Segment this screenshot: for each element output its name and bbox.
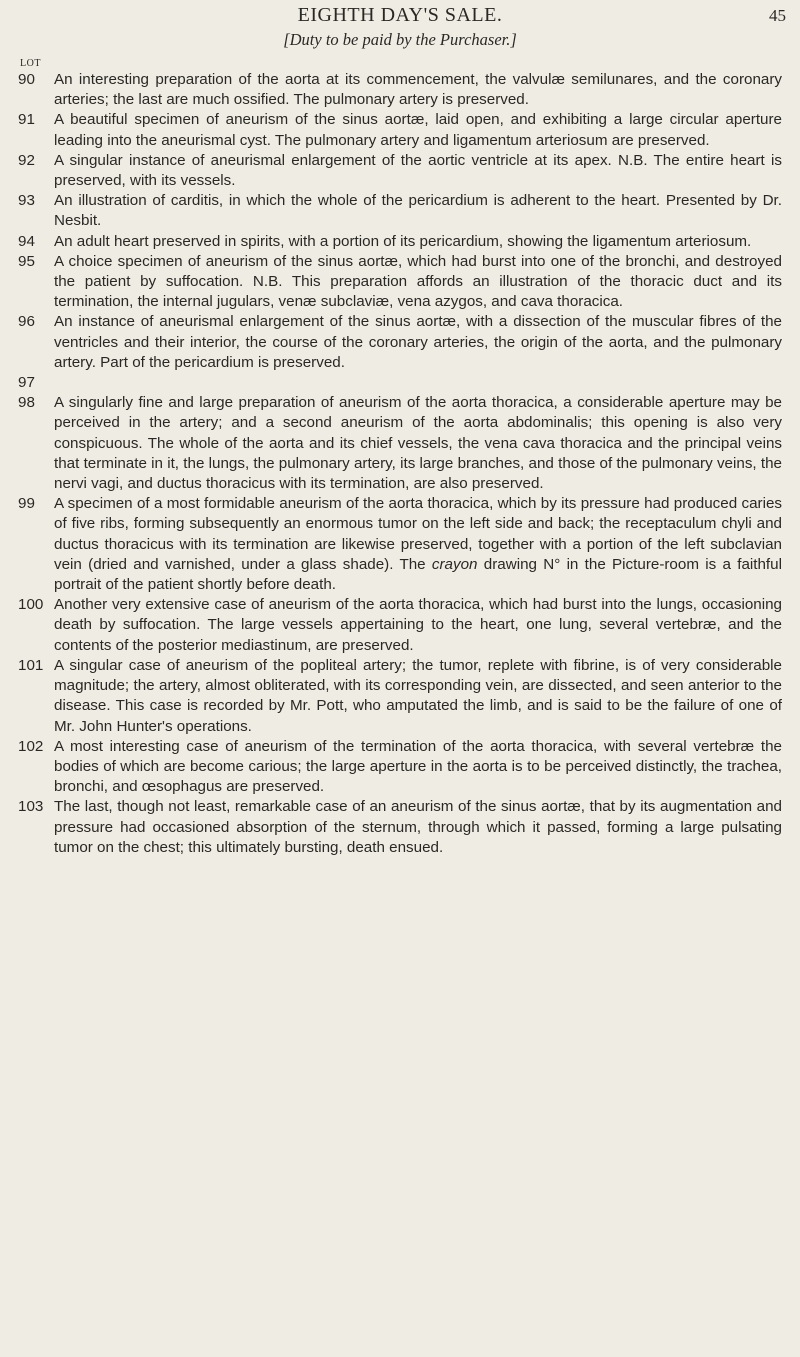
lot-description: A beautiful specimen of aneurism of the sinus aortæ, laid open, and exhibiting a large circular aperture leading into the aneurismal cyst. The pulmonary artery and ligamentum arteriosum are preserved. bbox=[54, 111, 782, 149]
lot-number: 91 bbox=[18, 111, 35, 129]
lot-description bbox=[54, 373, 782, 393]
lot-entry-98 bbox=[18, 393, 782, 494]
lot-number: 103 bbox=[18, 798, 44, 816]
lot-entry-102 bbox=[18, 737, 782, 798]
lot-entry-96 bbox=[18, 312, 782, 373]
lot-entry-99 bbox=[18, 494, 782, 595]
lot-entry-100 bbox=[18, 595, 782, 656]
lot-entry-101 bbox=[18, 656, 782, 737]
lot-entry-92 bbox=[18, 151, 782, 191]
page-title: EIGHTH DAY'S SALE. bbox=[297, 4, 503, 26]
lot-entry-97 bbox=[18, 373, 782, 393]
lot-description: An adult heart preserved in spirits, with a portion of its pericardium, showing the ligamentum arteriosum. bbox=[54, 232, 752, 250]
lot-description: A singular case of aneurism of the popliteal artery; the tumor, replete with fibrine, is of very considerable magnitude; the artery, almost obliterated, with its corresponding vein, are dissected, and seen anterior to the disease. This case is recorded by Mr. Pott, who amputated the limb, and is said to be the failure of one of Mr. John Hunter's operations. bbox=[54, 656, 782, 735]
lot-number: 95 bbox=[18, 252, 35, 270]
lot-entry-90 bbox=[18, 70, 782, 110]
lot-description: A most interesting case of aneurism of the termination of the aorta thoracica, with several vertebræ the bodies of which are become carious; the large aperture in the aorta is to be perceived distinctly, the trachea, bronchi, and œsophagus are preserved. bbox=[54, 737, 782, 796]
lot-number: 96 bbox=[18, 313, 35, 331]
lot-entry-91 bbox=[18, 110, 782, 150]
lot-description: A singular instance of aneurismal enlargement of the aortic ventricle at its apex. N.B. The entire heart is preserved, with its vessels. bbox=[54, 151, 782, 190]
lot-column-label: LOT bbox=[20, 58, 41, 69]
lot-number: 90 bbox=[18, 71, 35, 88]
lot-number: 99 bbox=[18, 495, 35, 513]
lot-number: 93 bbox=[18, 192, 35, 210]
lot-description-part: A specimen of a most formidable aneurism of the aorta thoracica, which by its pressure had produced caries of five ribs, forming subsequently an enormous tumor on the left side and back; the receptaculum chyli and ductus thoracicus with its termination are likewise preserved, together with a portion of the left subclavian vein (dried and varnished, under a glass shade). The bbox=[54, 495, 782, 573]
lot-description: An instance of aneurismal enlargement of the sinus aortæ, with a dissection of the muscular fibres of the ventricles and their interior, the course of the coronary arteries, the origin of the aorta, and the pulmonary artery. Part of the pericardium is preserved. bbox=[54, 313, 782, 371]
lot-description: Another very extensive case of aneurism of the aorta thoracica, which had burst into the lungs, occasioning death by suffocation. The large vessels appertaining to the heart, one lung, several vertebræ, and the contents of the posterior mediastinum, are preserved. bbox=[54, 596, 782, 654]
lot-entry-95 bbox=[18, 252, 782, 313]
lot-description: A singularly fine and large preparation of aneurism of the aorta thoracica, a considerable aperture may be perceived in the artery; and a second aneurism of the aorta abdominalis; this opening is also very conspicuous. The whole of the aorta and its chief vessels, the vena cava thoracica and the principal veins that terminate in it, the lungs, the pulmonary artery, its large branches, and those of the pulmonary veins, the nervi vagi, and ductus thoracicus with its termination, are also preserved. bbox=[54, 394, 782, 493]
lot-number: 102 bbox=[18, 737, 44, 755]
lot-number: 94 bbox=[18, 232, 35, 250]
lot-number: 100 bbox=[18, 596, 44, 614]
lot-description: A choice specimen of aneurism of the sinus aortæ, which had burst into one of the bronchi, and destroyed the patient by suffocation. N.B. This preparation affords an illustration of the thoracic duct and its termination, the internal jugulars, venæ subclaviæ, vena azygos, and cava thoracica. bbox=[54, 252, 782, 311]
lot-entry-93 bbox=[18, 191, 782, 231]
lot-description-part: drawing N° in the Picture-room is a faithful portrait of the patient shortly before death. bbox=[54, 555, 782, 594]
lot-description bbox=[54, 494, 782, 595]
lot-description: An illustration of carditis, in which the whole of the pericardium is adherent to the heart. Presented by Dr. Nesbit. bbox=[54, 192, 782, 230]
lot-description-italic: crayon bbox=[431, 555, 478, 573]
lot-number: 101 bbox=[18, 656, 44, 674]
running-head bbox=[0, 4, 800, 28]
duty-note: [Duty to be paid by the Purchaser.] bbox=[283, 30, 517, 49]
lot-list bbox=[18, 70, 782, 858]
lot-description: The last, though not least, remarkable case of an aneurism of the sinus aortæ, that by its augmentation and pressure had occasioned absorption of the sternum, through which it passed, forming a large pulsating tumor on the chest; this ultimately bursting, death ensued. bbox=[54, 798, 782, 856]
lot-entry-94 bbox=[18, 232, 782, 252]
lot-number: 98 bbox=[18, 394, 35, 412]
lot-number: 97 bbox=[18, 374, 35, 392]
lot-description: An interesting preparation of the aorta at its commencement, the valvulæ semilunares, and the coronary arteries; the last are much ossified. The pulmonary artery is preserved. bbox=[54, 71, 782, 109]
page-number: 45 bbox=[769, 6, 786, 25]
lot-number: 92 bbox=[18, 151, 35, 169]
lot-entry-103 bbox=[18, 797, 782, 858]
